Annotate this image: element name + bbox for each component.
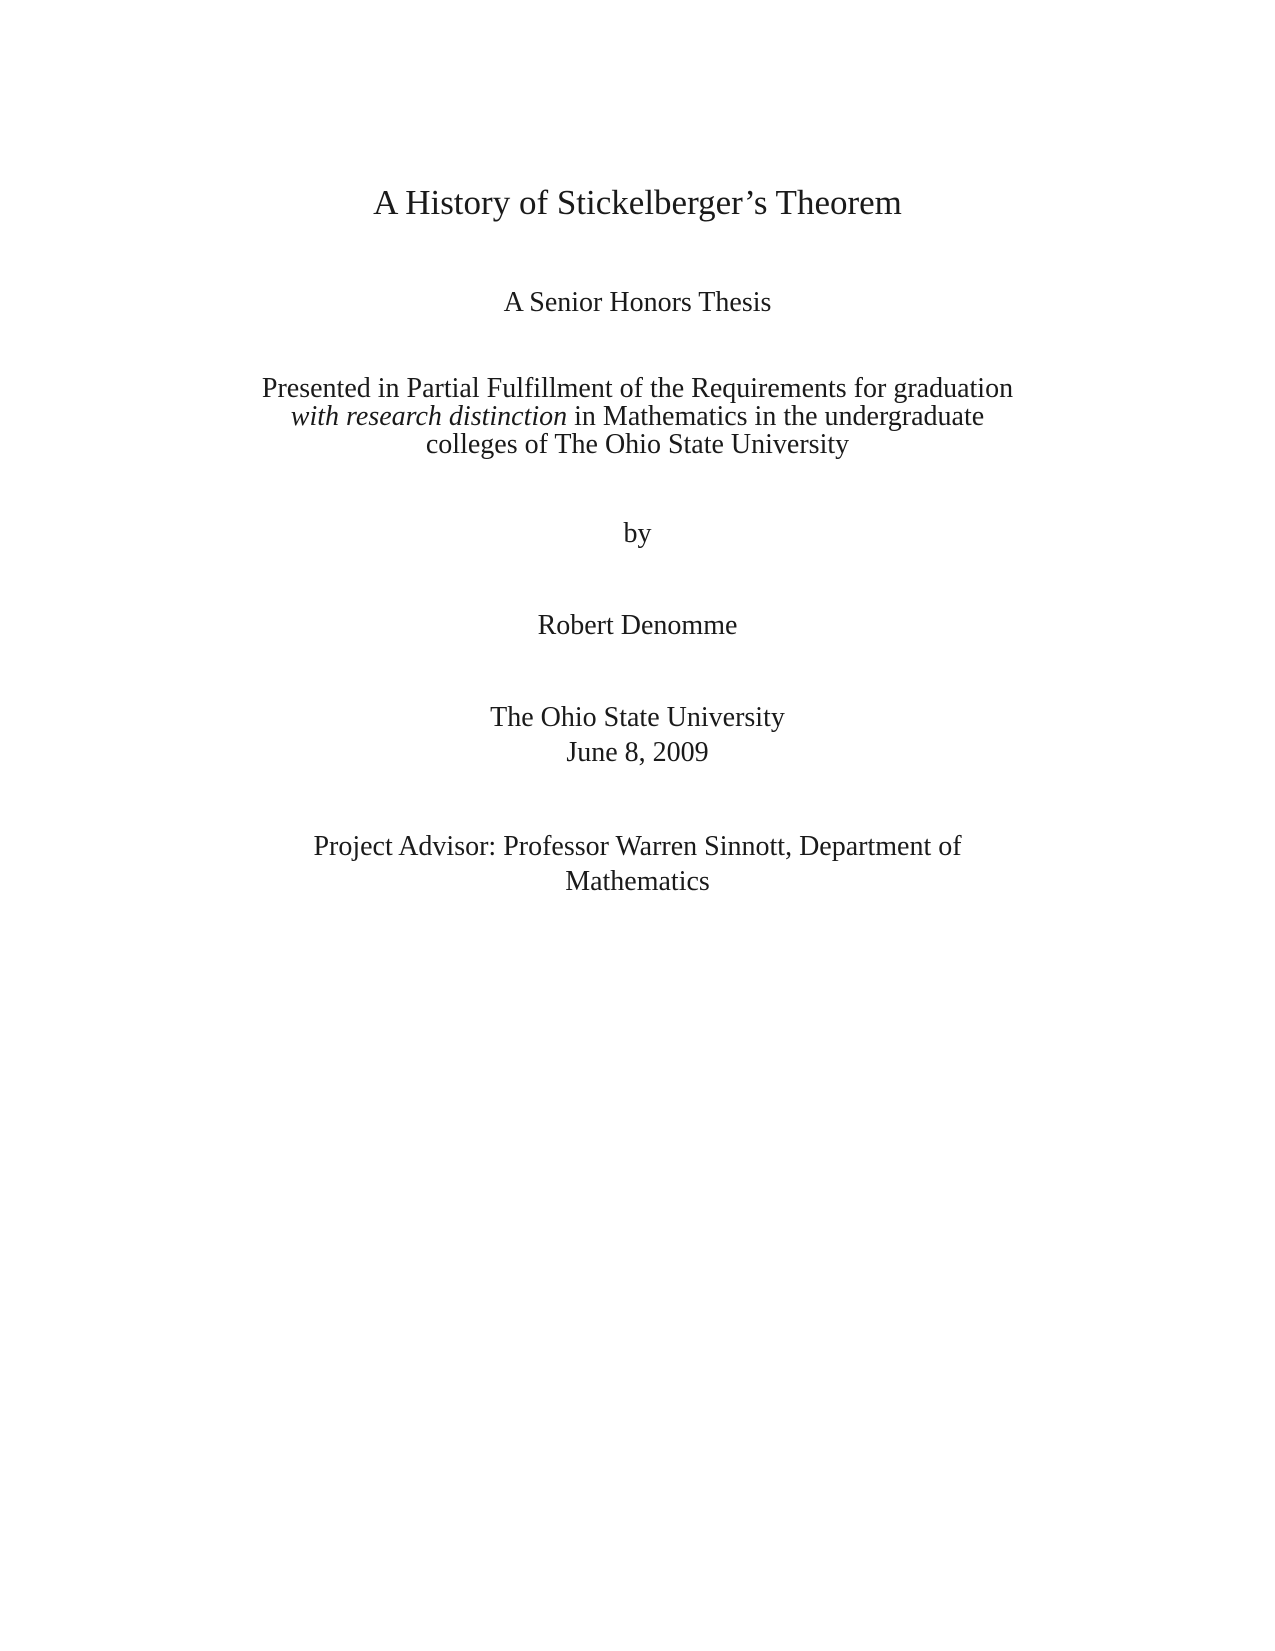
thesis-title: A History of Stickelberger’s Theorem: [373, 183, 902, 222]
date: June 8, 2009: [566, 737, 709, 768]
presentation-line-3: colleges of The Ohio State University: [425, 429, 850, 460]
presentation-line-1: Presented in Partial Fulfillment of the Requirements for graduation: [261, 373, 1014, 404]
thesis-subtitle: A Senior Honors Thesis: [503, 287, 772, 318]
by-label: by: [623, 518, 652, 549]
advisor-line-1: Project Advisor: Professor Warren Sinnott, Department of: [313, 831, 962, 862]
presentation-line-2: [0, 403, 1275, 431]
presentation-line-2-rest: in Mathematics in the undergraduate: [567, 401, 985, 432]
author-name: Robert Denomme: [537, 610, 738, 641]
distinction-phrase: with research distinction: [290, 401, 568, 432]
advisor-line-2: Mathematics: [565, 866, 710, 897]
institution: The Ohio State University: [490, 702, 785, 733]
